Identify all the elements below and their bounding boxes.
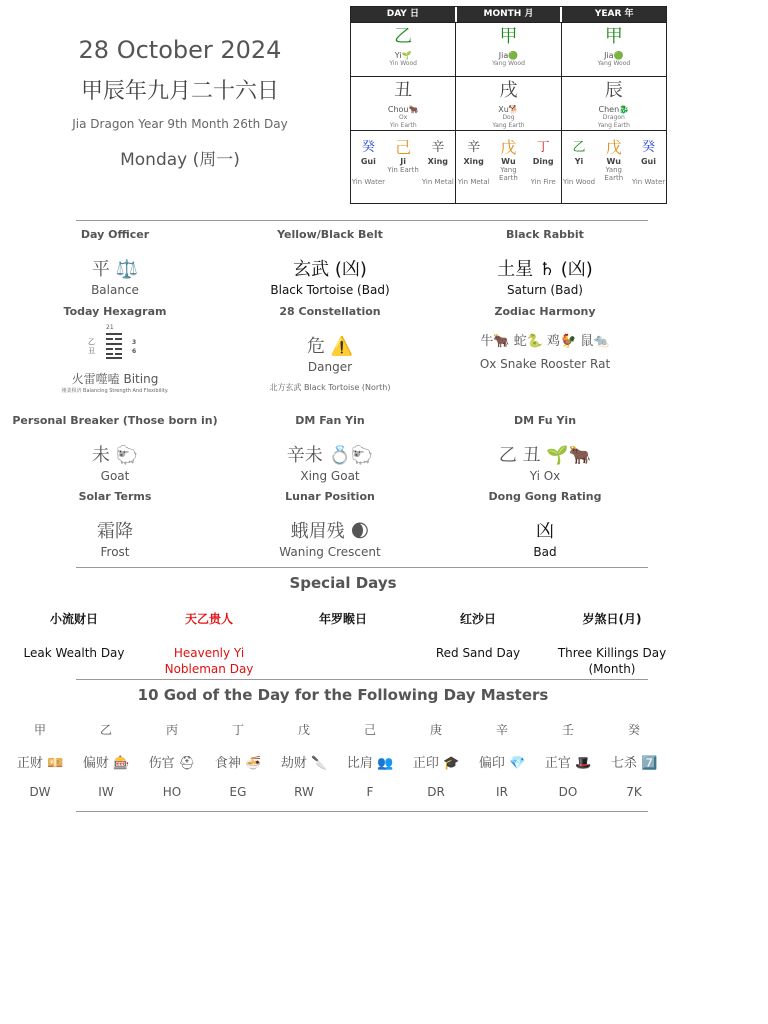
weekday: Monday (周一) [120, 150, 240, 170]
rabbit-value: 土星 ♄ (凶) [497, 259, 593, 280]
god-name: 七杀 7️⃣ [610, 756, 658, 771]
ten-god [337, 721, 403, 799]
divider [76, 811, 648, 812]
donggong-value: 凶 [536, 521, 554, 542]
hidden-stem-element: Yin Water [631, 178, 666, 186]
god-stem: 辛 [495, 723, 508, 737]
stem-element: Yang Wood [597, 60, 631, 67]
god-name: 比肩 👥 [346, 756, 394, 771]
stem-name: Yi🌱 [394, 51, 412, 60]
special-day-cn: 岁煞日(月) [582, 612, 642, 626]
stem-name: Jia🟢 [498, 51, 519, 60]
zodiac-label: Zodiac Harmony [494, 305, 596, 318]
hidden-stem [491, 138, 526, 182]
ten-god [271, 721, 337, 799]
hidden-stem-glyph: 辛 [467, 140, 481, 155]
ten-god [403, 721, 469, 799]
hidden-stem [631, 141, 666, 186]
chinese-date: 甲辰年九月二十六日 [80, 79, 279, 104]
god-name: 伤官 ⛑ [148, 756, 196, 771]
hidden-stem [386, 138, 421, 174]
branch-cell-year [562, 77, 666, 130]
hexagram-right: 3 6 [132, 339, 137, 355]
fuyin-sub: Yi Ox [529, 469, 561, 483]
hexagram-label: Today Hexagram [63, 305, 167, 318]
stem-element: Yang Wood [492, 60, 525, 67]
yellow-black-belt [215, 228, 445, 297]
god-code: DW [29, 785, 51, 799]
hidden-stem [456, 141, 491, 186]
god-code: RW [294, 785, 314, 799]
branch-glyph: 丑 [394, 80, 413, 101]
hidden-stem-element: Yin Earth [387, 166, 419, 174]
solar-sub: Frost [100, 545, 130, 559]
hidden-stem-glyph: 癸 [361, 140, 375, 155]
god-stem: 庚 [429, 723, 442, 737]
personal-breaker [0, 414, 230, 483]
hidden-stem-glyph: 戊 [605, 138, 622, 157]
day-officer-value: 平 ⚖️ [91, 259, 139, 280]
breaker-sub: Goat [100, 469, 130, 483]
special-day [542, 610, 682, 677]
hidden-stem-name: Gui [360, 157, 376, 166]
header-day: DAY 日 [351, 7, 457, 22]
ten-god [601, 721, 667, 799]
hidden-stem [351, 141, 386, 186]
day-officer [0, 228, 230, 297]
ten-god [7, 721, 73, 799]
ten-god [469, 721, 535, 799]
god-name: 劫财 🔪 [280, 756, 328, 771]
hidden-stem-element: Yin Metal [421, 178, 454, 186]
special-day-en: Three Killings Day (Month) [557, 646, 667, 676]
hidden-stem-element: Yin Wood [562, 178, 596, 186]
hidden-stem-glyph: 戊 [500, 138, 517, 157]
branch-cell-month [456, 77, 561, 130]
god-stem: 戊 [297, 723, 310, 737]
branch-glyph: 辰 [604, 80, 623, 101]
divider [76, 567, 648, 568]
dong-gong-rating [430, 490, 660, 559]
branch-element: Yang Earth [597, 122, 630, 129]
god-stem: 丁 [231, 723, 244, 737]
header-year: YEAR 年 [594, 9, 634, 19]
special-day-cn: 红沙日 [459, 612, 496, 626]
solar-label: Solar Terms [78, 490, 152, 503]
solar-value: 霜降 [97, 521, 133, 542]
branch-cell-day [351, 77, 456, 130]
god-stem: 己 [363, 723, 376, 737]
hidden-stem-element: Yin Fire [530, 178, 556, 186]
branch-name: Chou🐂 [387, 105, 419, 114]
ten-god [73, 721, 139, 799]
god-stem: 甲 [33, 723, 46, 737]
hidden-stem-element: Yang Earth [604, 166, 624, 182]
rabbit-sub: Saturn (Bad) [507, 283, 583, 297]
solar-terms [0, 490, 230, 559]
hidden-stem-name: Xing [427, 157, 448, 166]
stem-cell-month [456, 23, 561, 76]
english-lunar-date: Jia Dragon Year 9th Month 26th Day [72, 117, 288, 131]
special-day [139, 610, 279, 677]
god-code: DO [558, 785, 578, 799]
zodiac-harmony [430, 305, 660, 371]
special-days-title: Special Days [289, 574, 397, 592]
day-officer-sub: Balance [91, 283, 139, 297]
fuyin-value: 乙 丑 🌱🐂 [498, 445, 592, 466]
hidden-stem-glyph: 乙 [572, 140, 586, 155]
header-month: MONTH 月 [457, 7, 563, 22]
hidden-stem-glyph: 辛 [431, 140, 445, 155]
zodiac-sub: Ox Snake Rooster Rat [479, 357, 611, 371]
stem-cell-day [351, 23, 456, 76]
donggong-label: Dong Gong Rating [488, 490, 602, 503]
god-stem: 壬 [561, 723, 574, 737]
god-code: HO [162, 785, 182, 799]
divider [76, 679, 648, 680]
god-name: 偏印 💎 [478, 756, 526, 771]
hidden-stem-name: Gui [640, 157, 656, 166]
constellation-value: 危 ⚠️ [306, 336, 354, 357]
special-day [273, 610, 413, 645]
hexagram-lines-icon [106, 333, 122, 359]
date-block [40, 36, 320, 170]
zodiac-value: 牛🐂 蛇🐍 鸡🐓 鼠🐀 [480, 334, 610, 349]
hidden-cell-year [562, 131, 666, 203]
stem-glyph: 甲 [499, 26, 518, 47]
god-name: 食神 🍜 [214, 756, 262, 771]
hidden-stem [596, 138, 631, 182]
branch-animal: Dragon [602, 114, 625, 121]
hidden-stem [420, 141, 455, 186]
today-hexagram [0, 305, 230, 394]
hidden-stem-glyph: 己 [395, 138, 412, 157]
god-name: 偏财 🎰 [82, 756, 130, 771]
hidden-stem-element: Yin Metal [457, 178, 490, 186]
branch-glyph: 戌 [499, 80, 518, 101]
god-code: EG [229, 785, 247, 799]
special-day-en: Heavenly Yi Nobleman Day [164, 646, 254, 676]
special-day-cn: 小流财日 [49, 612, 98, 626]
donggong-sub: Bad [533, 545, 557, 559]
hidden-stem-name: Xing [463, 157, 484, 166]
god-stem: 丙 [165, 723, 178, 737]
stem-glyph: 甲 [604, 26, 623, 47]
special-day-cn: 年罗睺日 [318, 612, 367, 626]
god-code: IW [98, 785, 114, 799]
hidden-stem-element: Yin Water [351, 178, 386, 186]
god-stem: 癸 [627, 723, 640, 737]
belt-value: 玄武 (凶) [293, 259, 367, 280]
god-name: 正官 🎩 [544, 756, 592, 771]
constellation [215, 305, 445, 393]
branches-row [351, 76, 666, 130]
fuyin-label: DM Fu Yin [513, 414, 577, 427]
pillars-header [351, 7, 666, 22]
hidden-stem-name: Yi [574, 157, 584, 166]
hexagram-number: 21 [106, 324, 114, 331]
branch-name: Chen🐉 [598, 105, 630, 114]
god-code: IR [496, 785, 508, 799]
hexagram-figure [0, 324, 230, 368]
god-stem: 乙 [99, 723, 112, 737]
branch-animal: Ox [399, 114, 408, 121]
lunar-value: 蛾眉残 🌒 [290, 521, 370, 542]
hidden-cell-day [351, 131, 456, 203]
branch-name: Xu🐕 [498, 105, 519, 114]
stem-name: Jia🟢 [604, 51, 624, 60]
constellation-note: 北方玄武 Black Tortoise (North) [269, 383, 391, 392]
stem-glyph: 乙 [394, 26, 413, 47]
special-day [408, 610, 548, 661]
branch-element: Yin Earth [389, 122, 417, 129]
hexagram-note: 刚柔相济 Balancing Strength And Flexibility. [61, 388, 169, 394]
stem-element: Yin Wood [389, 60, 417, 67]
divider [76, 220, 648, 221]
constellation-sub: Danger [307, 360, 353, 374]
hidden-stem-glyph: 丁 [536, 140, 550, 155]
hexagram-sub: 火雷噬嗑 Biting [71, 372, 159, 386]
branch-element: Yang Earth [492, 122, 525, 129]
hidden-stem-element: Yang Earth [499, 166, 518, 182]
ten-gods-title: 10 God of the Day for the Following Day Masters [137, 686, 549, 704]
hidden-stems-row [351, 130, 666, 203]
hidden-cell-month [456, 131, 561, 203]
hidden-stem [562, 141, 597, 186]
god-code: F [366, 785, 374, 799]
lunar-position [215, 490, 445, 559]
breaker-label: Personal Breaker (Those born in) [12, 414, 218, 427]
stem-cell-year [562, 23, 666, 76]
breaker-value: 未 🐑 [91, 445, 139, 466]
lunar-sub: Waning Crescent [279, 545, 381, 559]
fanyin-label: DM Fan Yin [295, 414, 365, 427]
special-day-cn: 天乙贵人 [184, 612, 233, 626]
dm-fan-yin [215, 414, 445, 483]
hidden-stem-name: Ji [400, 157, 406, 166]
gregorian-date: 28 October 2024 [78, 36, 282, 64]
special-day [4, 610, 144, 661]
ten-god [205, 721, 271, 799]
ten-god [139, 721, 205, 799]
hidden-stem-name: Ding [532, 157, 554, 166]
god-code: 7K [626, 785, 642, 799]
hidden-stem-name: Wu [501, 157, 516, 166]
day-officer-label: Day Officer [80, 228, 150, 241]
hidden-stem-name: Wu [606, 157, 622, 166]
fanyin-value: 辛未 💍🐑 [286, 445, 374, 466]
black-rabbit [430, 228, 660, 297]
constellation-label: 28 Constellation [279, 305, 381, 318]
stems-row [351, 22, 666, 76]
hidden-stem-glyph: 癸 [641, 140, 655, 155]
hidden-stem [526, 141, 561, 186]
belt-label: Yellow/Black Belt [277, 228, 383, 241]
hexagram-left: 乙 丑 [88, 338, 95, 355]
god-name: 正印 🎓 [412, 756, 460, 771]
dm-fu-yin [430, 414, 660, 483]
fanyin-sub: Xing Goat [300, 469, 360, 483]
ten-god [535, 721, 601, 799]
rabbit-label: Black Rabbit [506, 228, 584, 241]
belt-sub: Black Tortoise (Bad) [270, 283, 390, 297]
lunar-label: Lunar Position [285, 490, 375, 503]
special-day-en: Red Sand Day [435, 646, 521, 660]
branch-animal: Dog [502, 114, 515, 121]
god-name: 正财 💴 [16, 756, 64, 771]
god-code: DR [427, 785, 445, 799]
pillars-table [350, 6, 667, 204]
special-day-en: Leak Wealth Day [23, 646, 125, 660]
